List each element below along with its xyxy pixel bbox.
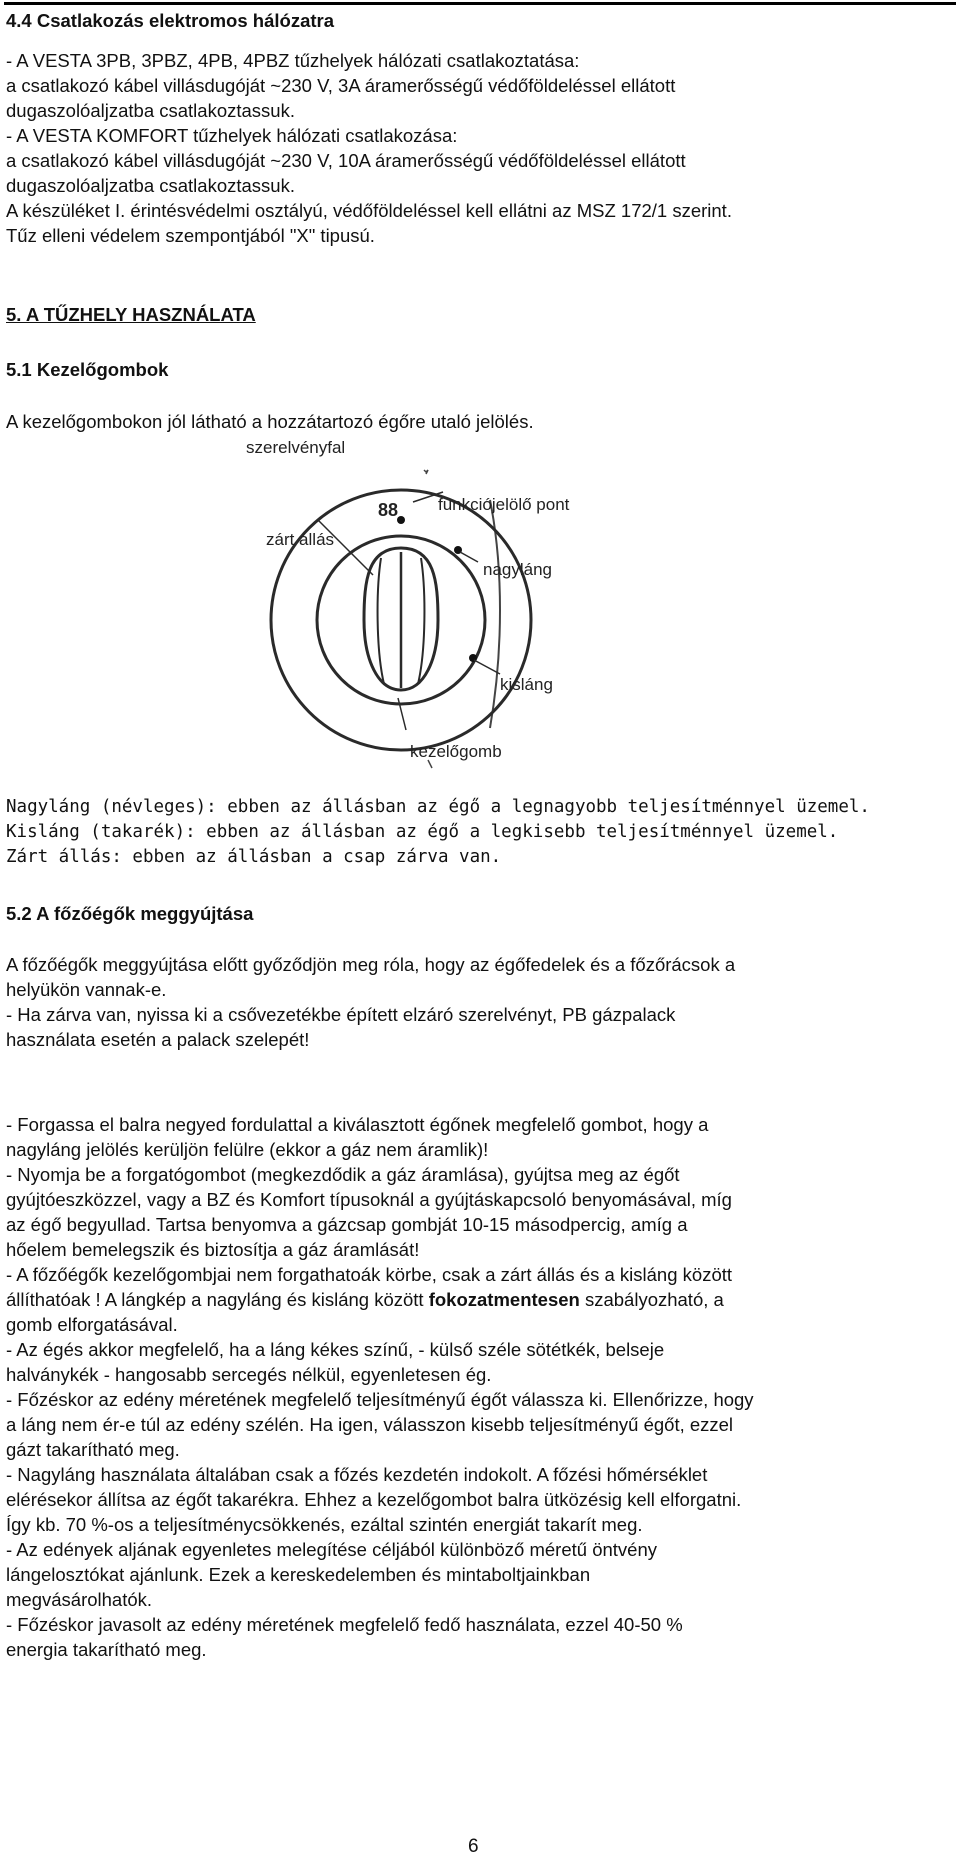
big-flame-label: nagyláng [483, 560, 553, 579]
text-segment: állíthatóak ! A lángkép a nagyláng és kisláng között [6, 1289, 424, 1310]
section-4-4-heading: 4.4 Csatlakozás elektromos hálózatra [6, 10, 335, 31]
big-flame-leader [460, 552, 478, 562]
text-line: Így kb. 70 %-os a teljesítménycsökkenés, ezáltal szintén energiát takarít meg. [6, 1514, 643, 1535]
text-line: - A főzőégők kezelőgombjai nem forgathatoák körbe, csak a zárt állás és a kisláng között [6, 1264, 733, 1285]
section-5-1-descriptions [6, 795, 948, 870]
text-line: a csatlakozó kábel villásdugóját ~230 V, 10A áramerősségű védőföldeléssel ellátott [6, 150, 686, 171]
text-line: gázt takarítható meg. [6, 1439, 180, 1460]
text-line: nagyláng jelölés kerüljön felülre (ekkor a gáz nem áramlik)! [6, 1139, 489, 1160]
bold-term: fokozatmentesen [428, 1289, 580, 1310]
small-flame-label: kisláng [500, 675, 553, 694]
small-flame-leader [474, 660, 500, 674]
section-5-2-paragraph-2 [6, 1112, 948, 1662]
function-point-dot [397, 516, 405, 524]
panel-label: szerelvényfal [246, 438, 346, 457]
closed-position-label: zárt állás [266, 530, 335, 549]
knob-diagram-drawing [238, 440, 688, 775]
text-line: megvásárolhatók. [6, 1589, 153, 1610]
text-line: - Az edények aljának egyenletes melegítése céljából különböző méretű öntvény [6, 1539, 657, 1560]
section-5-2-paragraph-1 [6, 952, 948, 1052]
text-line: - Főzéskor az edény méretének megfelelő teljesítményű égőt válassza ki. Ellenőrizze, hogy [6, 1389, 754, 1410]
text-line: dugaszolóaljzatba csatlakoztassuk. [6, 100, 295, 121]
knob-diagram [238, 440, 688, 775]
text-line: a csatlakozó kábel villásdugóját ~230 V, 3A áramerősségű védőföldeléssel ellátott [6, 75, 676, 96]
intro-line: A kezelőgombokon jól látható a hozzátartozó égőre utaló jelölés. [6, 411, 534, 432]
text-line: gomb elforgatásával. [6, 1314, 178, 1335]
text-line: - Forgassa el balra negyed fordulattal a kiválasztott égőnek megfelelő gombot, hogy a [6, 1114, 709, 1135]
description-line: Kisláng (takarék): ebben az állásban az égő a legkisebb teljesítménnyel üzemel. [6, 822, 839, 842]
text-line: Tűz elleni védelem szempontjából "X" tipusú. [6, 225, 375, 246]
text-line: A készüléket I. érintésvédelmi osztályú, védőföldeléssel kell ellátni az MSZ 172/1 szerint. [6, 200, 732, 221]
text-line: az égő begyullad. Tartsa benyomva a gázcsap gombját 10-15 másodpercig, amíg a [6, 1214, 688, 1235]
text-line: dugaszolóaljzatba csatlakoztassuk. [6, 175, 295, 196]
text-line: a láng nem ér-e túl az edény szélén. Ha igen, válasszon kisebb teljesítményű égőt, ezzel [6, 1414, 734, 1435]
symbol-icon: 88 [378, 500, 399, 520]
section-5-1-intro [6, 409, 948, 434]
text-line: - A VESTA 3PB, 3PBZ, 4PB, 4PBZ tűzhelyek hálózati csatlakoztatása: [6, 50, 580, 71]
section-5-2-heading: 5.2 A főzőégők meggyújtása [6, 903, 254, 924]
text-line: - Nagyláng használata általában csak a főzés kezdetén indokolt. A főzési hőmérséklet [6, 1464, 708, 1485]
text-line: - Főzéskor javasolt az edény méretének megfelelő fedő használata, ezzel 40-50 % [6, 1614, 683, 1635]
text-line: hőelem bemelegszik és biztosítja a gáz áramlását! [6, 1239, 420, 1260]
knob-label: kezelőgomb [410, 742, 502, 761]
description-line: Nagyláng (névleges): ebben az állásban az égő a legnagyobb teljesítménnyel üzemel. [6, 797, 870, 817]
text-line-mixed [6, 1287, 948, 1312]
description-line: Zárt állás: ebben az állásban a csap zárva van. [6, 847, 502, 867]
text-line: elérésekor állítsa az égőt takarékra. Ehhez a kezelőgombot balra ütközésig kell elforgatni. [6, 1489, 742, 1510]
text-segment: szabályozható, a [584, 1289, 724, 1310]
text-line: A főzőégők meggyújtása előtt győződjön meg róla, hogy az égőfedelek és a főzőrácsok a [6, 954, 736, 975]
text-line: használata esetén a palack szelepét! [6, 1029, 310, 1050]
section-5-1-heading: 5.1 Kezelőgombok [6, 359, 169, 380]
text-line: halványkék - hangosabb sercegés nélkül, egyenletesen ég. [6, 1364, 492, 1385]
section-5-heading: 5. A TŰZHELY HASZNÁLATA [6, 304, 256, 325]
text-line: - Az égés akkor megfelelő, ha a láng kékes színű, - külső széle sötétkék, belseje [6, 1339, 665, 1360]
text-line: - A VESTA KOMFORT tűzhelyek hálózati csatlakozása: [6, 125, 458, 146]
text-line: lángelosztókat ajánlunk. Ezek a kereskedelemben és mintaboltjainkban [6, 1564, 591, 1585]
text-line: - Nyomja be a forgatógombot (megkezdődik a gáz áramlása), gyújtsa meg az égőt [6, 1164, 680, 1185]
text-line: helyükön vannak-e. [6, 979, 167, 1000]
section-4-4-body [6, 48, 948, 248]
top-rule [4, 2, 956, 5]
function-point-label: funkciójelölő pont [438, 495, 570, 514]
page-number: 6 [468, 1836, 479, 1857]
text-line: gyújtóeszközzel, vagy a BZ és Komfort típusoknál a gyújtáskapcsoló benyomásával, míg [6, 1189, 732, 1210]
text-line: energia takarítható meg. [6, 1639, 207, 1660]
text-line: - Ha zárva van, nyissa ki a csővezetékbe épített elzáró szerelvényt, PB gázpalack [6, 1004, 676, 1025]
